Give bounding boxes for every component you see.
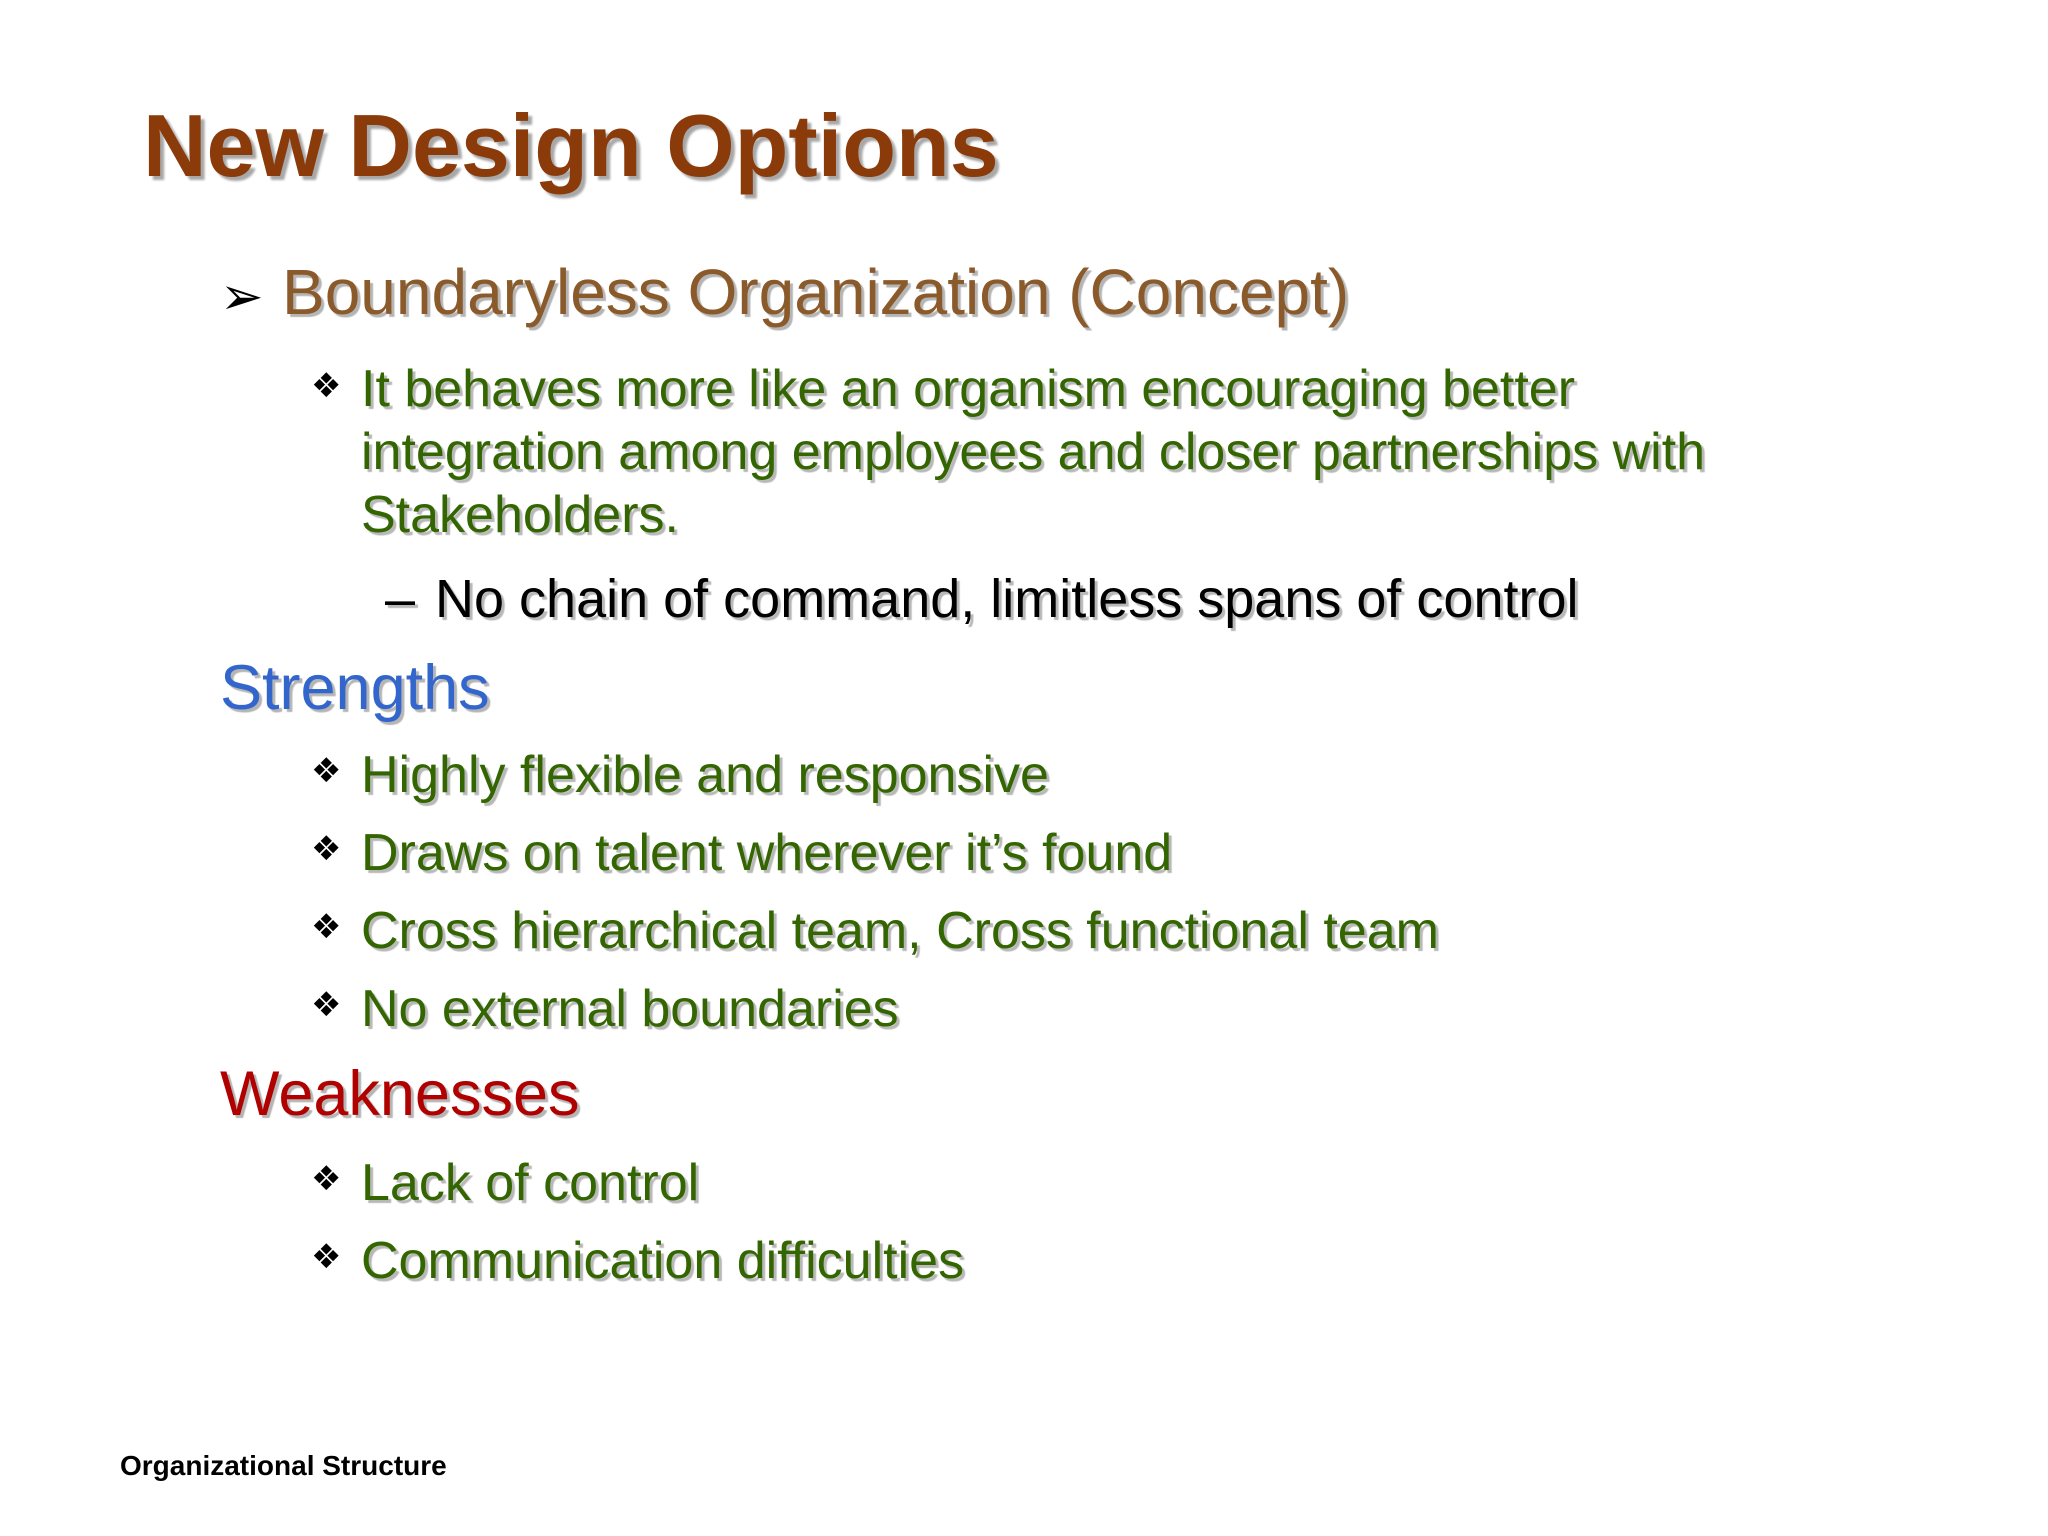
diamond-bullet-icon: ❖ — [311, 829, 342, 869]
diamond-bullet-icon: ❖ — [311, 907, 342, 947]
strength-item — [311, 978, 899, 1041]
weaknesses-heading: Weaknesses — [220, 1059, 580, 1129]
diamond-bullet-icon: ❖ — [311, 985, 342, 1025]
description-line-1: It behaves more like an organism encouraging better — [361, 360, 1576, 418]
weakness-item — [311, 1152, 699, 1215]
weakness-item-label: Communication difficulties — [361, 1232, 965, 1290]
diamond-bullet-icon: ❖ — [311, 1237, 342, 1277]
strength-item — [311, 822, 1172, 885]
strength-item-label: No external boundaries — [361, 980, 899, 1038]
diamond-bullet-icon: ❖ — [311, 1159, 342, 1199]
arrow-bullet-icon: ➢ — [220, 267, 264, 327]
description-line-3: Stakeholders. — [361, 486, 679, 544]
dash-bullet-icon: – — [385, 569, 416, 629]
description-text — [361, 358, 1705, 547]
diamond-bullet-icon: ❖ — [311, 751, 342, 791]
strength-item-label: Draws on talent wherever it’s found — [361, 824, 1173, 882]
weakness-item-label: Lack of control — [361, 1154, 700, 1212]
sub-point-label: No chain of command, limitless spans of control — [435, 569, 1579, 629]
strengths-heading: Strengths — [220, 653, 490, 723]
diamond-bullet-icon: ❖ — [311, 366, 342, 406]
strength-item — [311, 744, 1049, 807]
slide-title: New Design Options — [143, 96, 999, 195]
description-line-2: integration among employees and closer partnerships with — [361, 423, 1706, 481]
sub-point-no-chain — [385, 568, 1579, 630]
level1-item-boundaryless — [220, 255, 1349, 329]
description-bullet — [311, 358, 1705, 547]
weakness-item — [311, 1230, 964, 1293]
strength-item-label: Cross hierarchical team, Cross functional team — [361, 902, 1439, 960]
strength-item-label: Highly flexible and responsive — [361, 746, 1049, 804]
strength-item — [311, 900, 1439, 963]
slide-footer: Organizational Structure — [120, 1450, 447, 1481]
level1-item-label: Boundaryless Organization (Concept) — [282, 256, 1350, 328]
